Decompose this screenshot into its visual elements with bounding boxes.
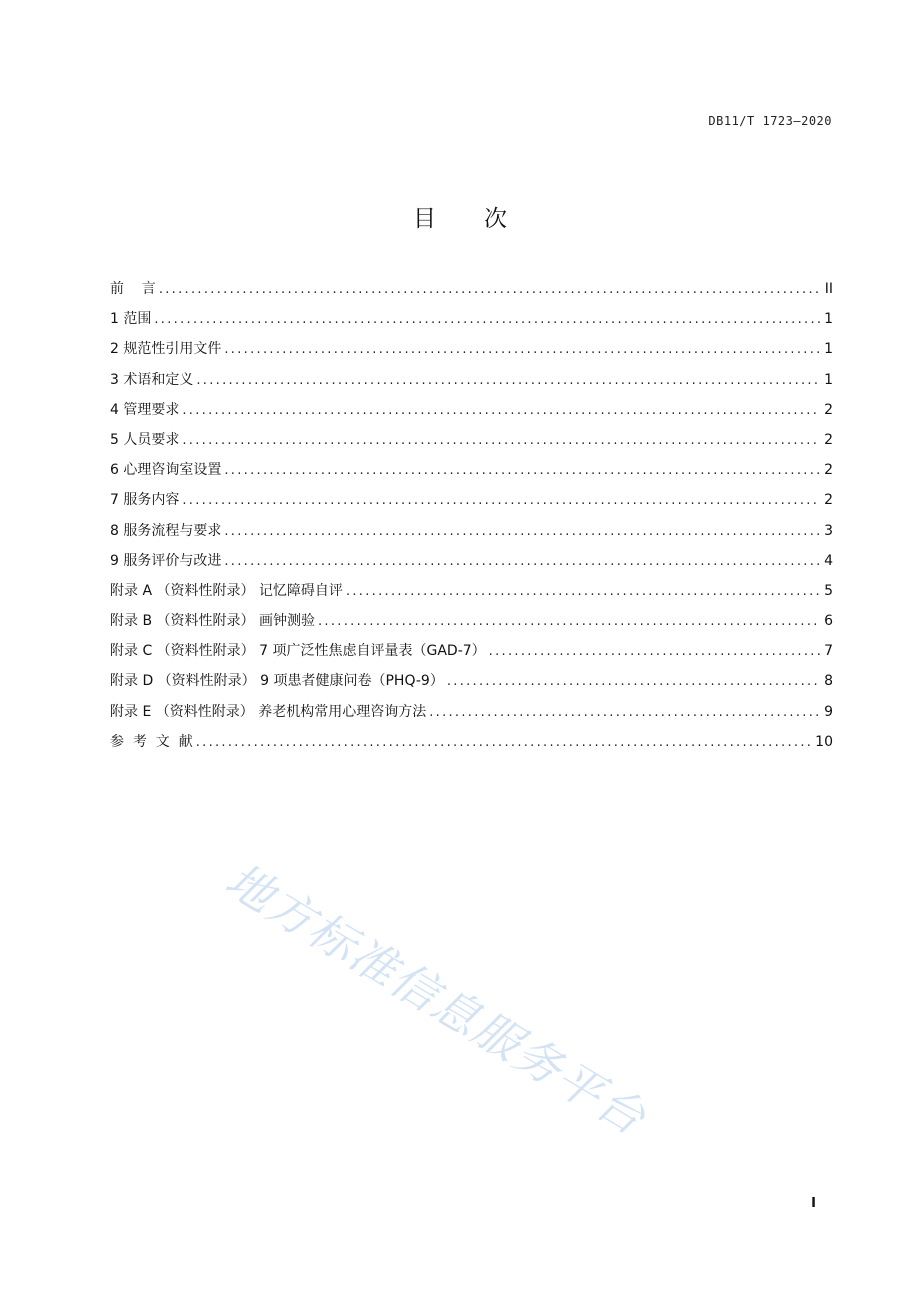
toc-item-counseling-room[interactable] [110,459,833,489]
toc-item-page: 6 [824,613,833,630]
toc-item-label: 附录 E （资料性附录） 养老机构常用心理咨询方法 [110,703,427,720]
toc-item-label: 8 服务流程与要求 [110,522,222,539]
toc-item-page: 1 [824,341,833,358]
table-of-contents [110,278,833,761]
toc-item-page: 1 [824,371,833,388]
page-number: I [811,1196,816,1211]
toc-dot-leader [182,430,820,452]
toc-item-label: 附录 C （资料性附录） 7 项广泛性焦虑自评量表（GAD-7） [110,643,486,660]
toc-item-page: 3 [824,522,833,539]
watermark: 地方标准信息服务平台 [216,852,656,1146]
toc-item-scope[interactable] [110,308,833,338]
toc-item-label: 5 人员要求 [110,431,180,448]
toc-dot-leader [196,370,820,392]
toc-dot-leader [182,490,820,512]
toc-dot-leader [346,581,820,603]
toc-dot-leader [224,551,820,573]
toc-dot-leader [154,309,820,331]
toc-item-appendix-a[interactable] [110,580,833,610]
toc-item-label: 9 服务评价与改进 [110,552,222,569]
toc-item-management[interactable] [110,399,833,429]
toc-item-label: 7 服务内容 [110,492,180,509]
toc-item-page: 1 [824,311,833,328]
toc-dot-leader [159,279,820,301]
toc-dot-leader [182,400,820,422]
toc-item-label: 附录 D （资料性附录） 9 项患者健康问卷（PHQ-9） [110,673,444,690]
toc-item-personnel[interactable] [110,429,833,459]
toc-item-bibliography[interactable] [110,731,833,761]
toc-dot-leader [447,671,820,693]
toc-item-evaluation[interactable] [110,550,833,580]
toc-dot-leader [196,732,812,754]
toc-dot-leader [224,521,820,543]
toc-item-page: II [824,281,833,297]
toc-item-page: 8 [824,673,833,690]
toc-item-service-content[interactable] [110,489,833,519]
toc-item-terms[interactable] [110,369,833,399]
toc-item-label: 1 范围 [110,311,152,328]
toc-item-normative-references[interactable] [110,338,833,368]
toc-item-page: 4 [824,552,833,569]
toc-item-page: 2 [824,401,833,418]
toc-item-label: 3 术语和定义 [110,371,194,388]
toc-item-appendix-d[interactable] [110,670,833,700]
toc-item-label: 2 规范性引用文件 [110,341,222,358]
toc-dot-leader [429,702,820,724]
toc-item-page: 9 [824,703,833,720]
toc-dot-leader [224,460,820,482]
toc-item-page: 2 [824,492,833,509]
toc-item-label: 附录 A （资料性附录） 记忆障碍自评 [110,582,343,599]
toc-dot-leader [489,641,820,663]
toc-item-page: 2 [824,462,833,479]
toc-item-label: 附录 B （资料性附录） 画钟测验 [110,613,315,630]
toc-item-page: 10 [815,733,833,750]
toc-dot-leader [224,339,820,361]
toc-item-page: 7 [824,643,833,660]
toc-item-appendix-b[interactable] [110,610,833,640]
toc-item-service-process[interactable] [110,520,833,550]
toc-item-label: 前 言 [110,281,156,297]
standard-code: DB11/T 1723—2020 [708,114,832,128]
toc-item-label: 6 心理咨询室设置 [110,462,222,479]
toc-dot-leader [318,611,820,633]
page-title: 目次 [413,206,555,232]
toc-item-label: 参 考 文 献 [110,733,193,750]
toc-item-appendix-e[interactable] [110,701,833,731]
toc-item-page: 2 [824,431,833,448]
toc-item-foreword[interactable] [110,278,833,308]
toc-item-page: 5 [824,582,833,599]
toc-item-label: 4 管理要求 [110,401,180,418]
toc-item-appendix-c[interactable] [110,640,833,670]
